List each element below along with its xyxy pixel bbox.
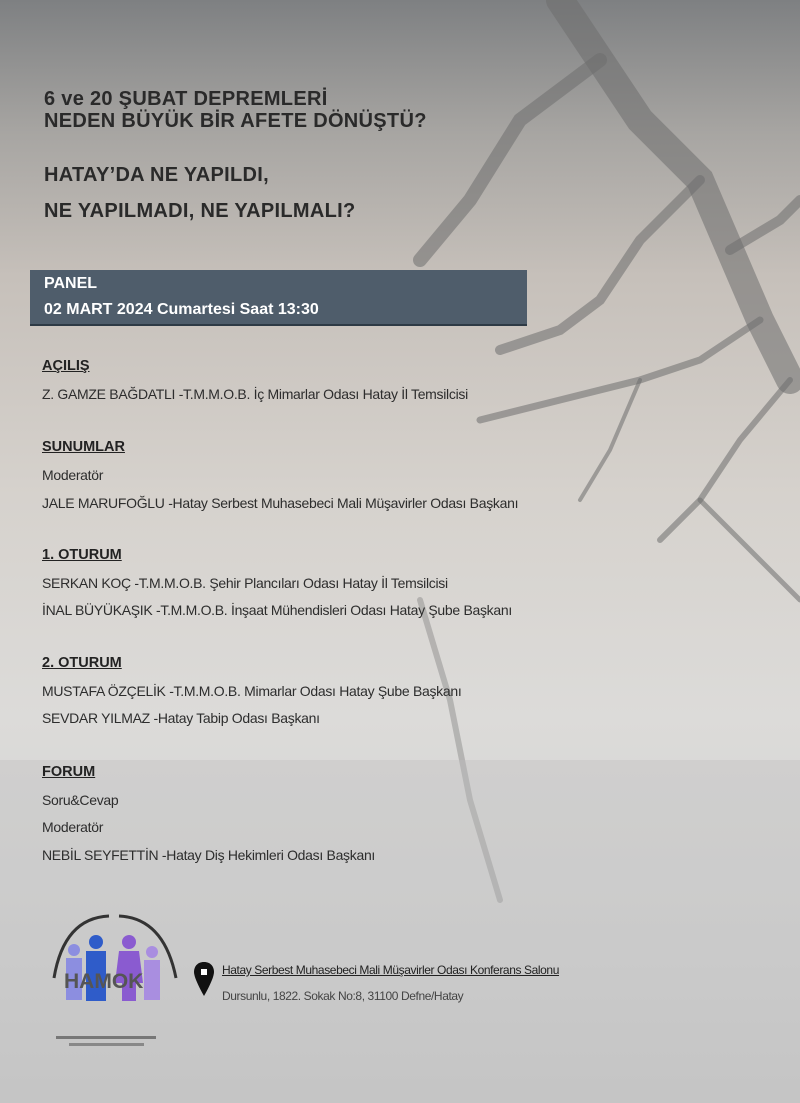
section-heading: 1. OTURUM [42,547,122,563]
program-line: İNAL BÜYÜKAŞIK -T.M.M.O.B. İnşaat Mühendisleri Odası Hatay Şube Başkanı [42,602,512,618]
program-line: Z. GAMZE BAĞDATLI -T.M.M.O.B. İç Mimarlar Odası Hatay İl Temsilcisi [42,386,468,402]
section-heading: SUNUMLAR [42,439,125,455]
program-line: NEBİL SEYFETTİN -Hatay Diş Hekimleri Odası Başkanı [42,847,376,863]
panel-banner [30,270,527,326]
panel-date: 02 MART 2024 Cumartesi Saat 13:30 [44,301,319,318]
venue-address: Dursunlu, 1822. Sokak No:8, 31100 Defne/Hatay [222,989,464,1003]
logo-name: HAMOK [64,970,144,993]
subtitle-line: NE YAPILMADI, NE YAPILMALI? [44,200,356,222]
venue-name: Hatay Serbest Muhasebeci Mali Müşavirler Odası Konferans Salonu [222,963,559,977]
program-line: Moderatör [42,467,104,483]
section-heading: AÇILIŞ [42,358,90,374]
title-line: 6 ve 20 ŞUBAT DEPREMLERİ [44,88,328,110]
panel-label: PANEL [44,275,98,292]
section-heading: 2. OTURUM [42,655,122,671]
subtitle-line: HATAY’DA NE YAPILDI, [44,164,269,186]
program-line: Moderatör [42,819,104,835]
program-line: SEVDAR YILMAZ -Hatay Tabip Odası Başkanı [42,710,320,726]
program-line: MUSTAFA ÖZÇELİK -T.M.M.O.B. Mimarlar Odası Hatay Şube Başkanı [42,683,462,699]
program-line: SERKAN KOÇ -T.M.M.O.B. Şehir Plancıları Odası Hatay İl Temsilcisi [42,575,448,591]
program-line: Soru&Cevap [42,792,119,808]
family-icon [44,908,184,1018]
program-line: JALE MARUFOĞLU -Hatay Serbest Muhasebeci Mali Müşavirler Odası Başkanı [42,495,519,511]
title-line: NEDEN BÜYÜK BİR AFETE DÖNÜŞTÜ? [44,110,427,132]
section-heading: FORUM [42,764,96,780]
location-pin-icon [194,962,214,996]
